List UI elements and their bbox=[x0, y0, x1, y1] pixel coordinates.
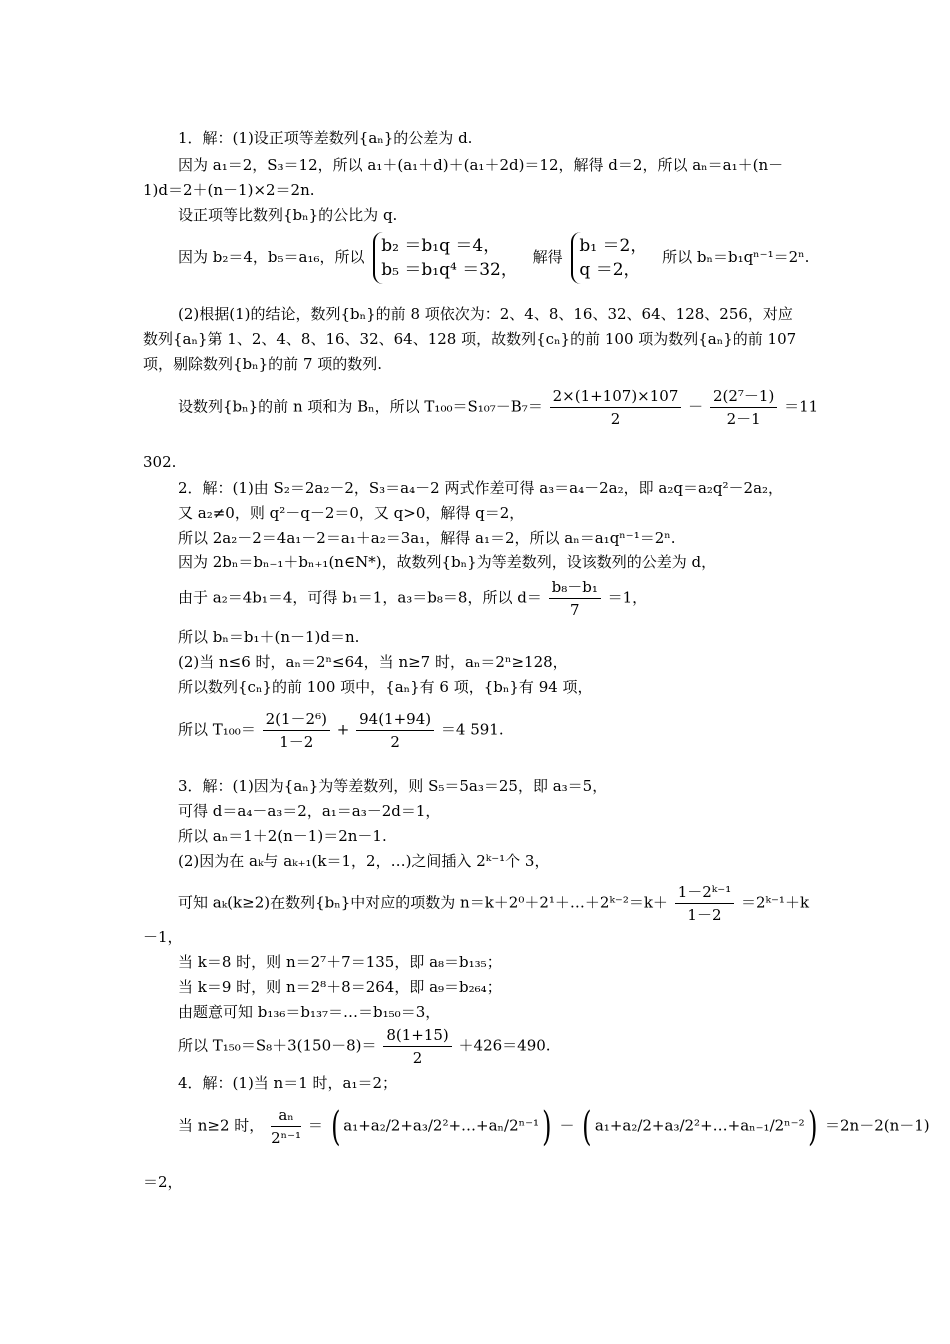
equation-system bbox=[373, 232, 524, 284]
text-line: 当 k＝8 时，则 n＝2⁷＋7＝135，即 a₈＝b₁₃₅； bbox=[178, 953, 502, 971]
denominator: 1－2 bbox=[279, 733, 314, 751]
denominator: 2－1 bbox=[726, 410, 761, 428]
denominator: 2 bbox=[610, 410, 621, 428]
operator: + bbox=[336, 720, 350, 739]
fraction bbox=[271, 1104, 301, 1149]
text-line: 所以 bₙ＝b₁＋(n－1)d＝n. bbox=[178, 628, 360, 646]
denominator: 2 bbox=[412, 1049, 423, 1067]
fraction bbox=[383, 1024, 451, 1069]
text-line: 由题意可知 b₁₃₆＝b₁₃₇＝…＝b₁₅₀＝3， bbox=[178, 1003, 441, 1021]
text-line: 1)d＝2＋(n－1)×2＝2n. bbox=[143, 181, 315, 199]
text-segment: ＝2n－2(n－1) bbox=[824, 1116, 930, 1135]
problem-4-heading: 4．解：(1)当 n＝1 时，a₁＝2； bbox=[178, 1074, 398, 1092]
text-line: 所以数列{cₙ}的前 100 项中，{aₙ}有 6 项，{bₙ}有 94 项， bbox=[178, 678, 593, 696]
text-line: 设正项等比数列{bₙ}的公比为 q. bbox=[178, 206, 398, 224]
formula-line bbox=[178, 881, 809, 926]
text-segment: 可知 aₖ(k≥2)在数列{bₙ}中对应的项数为 n＝k＋2⁰＋2¹＋…＋2ᵏ⁻²＝k＋ bbox=[178, 893, 668, 912]
text-line: 302. bbox=[143, 453, 177, 471]
text-segment: ＋426＝490. bbox=[458, 1036, 551, 1055]
text-segment: 所以 T₁₀₀＝ bbox=[178, 720, 256, 739]
system-equation: b₅ ＝b₁q⁴ ＝32， bbox=[381, 260, 518, 280]
right-paren: ) bbox=[807, 1103, 818, 1150]
text-line: 因为 2bₙ＝bₙ₋₁＋bₙ₊₁(n∈N*)，故数列{bₙ}为等差数列，设该数列的公差为 d， bbox=[178, 553, 717, 571]
text-line: 所以 2a₂－2＝4a₁－2＝a₁＋a₂＝3a₁，解得 a₁＝2，所以 aₙ＝a₁qⁿ⁻¹＝2ⁿ. bbox=[178, 529, 676, 547]
numerator: aₙ bbox=[271, 1104, 301, 1127]
formula-line bbox=[178, 1024, 551, 1069]
system-equation: b₂ ＝b₁q ＝4， bbox=[381, 236, 501, 256]
text-segment: ＝11 bbox=[784, 397, 819, 416]
operator: ＝ bbox=[307, 1116, 323, 1135]
text-segment: 由于 a₂＝4b₁＝4，可得 b₁＝1，a₃＝b₈＝8，所以 d＝ bbox=[178, 588, 542, 607]
system-equation: q ＝2， bbox=[579, 260, 641, 280]
text-line: 项，剔除数列{bₙ}的前 7 项的数列. bbox=[143, 355, 383, 373]
sum-group: a₁+a₂/2+a₃/2²+…+aₙ₋₁/2ⁿ⁻² bbox=[594, 1116, 805, 1135]
numerator: 2×(1+107)×107 bbox=[550, 385, 682, 408]
denominator: 7 bbox=[569, 601, 580, 619]
problem-3-heading: 3．解：(1)因为{aₙ}为等差数列，则 S₅＝5a₃＝25，即 a₃＝5， bbox=[178, 777, 608, 795]
text-line: 又 a₂≠0，则 q²－q－2＝0，又 q>0，解得 q＝2， bbox=[178, 504, 525, 522]
numerator: 2(1－2⁶) bbox=[263, 708, 330, 731]
fraction bbox=[356, 708, 434, 753]
numerator: 2(2⁷－1) bbox=[710, 385, 777, 408]
fraction bbox=[263, 708, 330, 753]
right-paren: ) bbox=[542, 1103, 552, 1150]
numerator: b₈－b₁ bbox=[549, 576, 601, 599]
fraction bbox=[550, 385, 682, 430]
fraction bbox=[549, 576, 601, 621]
numerator: 1－2ᵏ⁻¹ bbox=[675, 881, 735, 904]
text-segment: 设数列{bₙ}的前 n 项和为 Bₙ，所以 T₁₀₀＝S₁₀₇－B₇＝ bbox=[178, 397, 543, 416]
text-line: 可得 d＝a₄－a₃＝2，a₁＝a₃－2d＝1， bbox=[178, 802, 441, 820]
formula-line bbox=[178, 708, 504, 753]
text-line: 当 k＝9 时，则 n＝2⁸＋8＝264，即 a₉＝b₂₆₄； bbox=[178, 978, 502, 996]
numerator: 94(1+94) bbox=[356, 708, 434, 731]
text-line: ＝2， bbox=[143, 1173, 183, 1191]
operator: － bbox=[688, 397, 704, 416]
operator: － bbox=[559, 1116, 575, 1135]
text-segment: 因为 b₂＝4，b₅＝a₁₆，所以 bbox=[178, 248, 365, 266]
text-segment: ＝2ᵏ⁻¹＋k bbox=[741, 893, 810, 912]
text-line: －1， bbox=[143, 928, 183, 946]
text-line: 所以 aₙ＝1＋2(n－1)＝2n－1. bbox=[178, 827, 387, 845]
text-line: (2)根据(1)的结论，数列{bₙ}的前 8 项依次为：2、4、8、16、32、64、128、256，对应 bbox=[178, 305, 793, 323]
fraction bbox=[710, 385, 777, 430]
denominator: 1－2 bbox=[687, 906, 722, 924]
fraction bbox=[675, 881, 735, 926]
text-line: (2)当 n≤6 时，aₙ＝2ⁿ≤64，当 n≥7 时，aₙ＝2ⁿ≥128， bbox=[178, 653, 568, 671]
equation-system-line bbox=[178, 232, 809, 284]
denominator: 2 bbox=[390, 733, 400, 751]
formula-line bbox=[178, 576, 647, 621]
problem-2-heading: 2．解：(1)由 S₂＝2a₂－2，S₃＝a₄－2 两式作差可得 a₃＝a₄－2a₂，即 a₂q＝a₂q²－2a₂， bbox=[178, 479, 784, 497]
system-equation: b₁ ＝2， bbox=[579, 236, 648, 256]
formula-line bbox=[178, 1104, 930, 1149]
equation-system bbox=[571, 232, 653, 284]
problem-1-heading: 1．解：(1)设正项等差数列{aₙ}的公差为 d. bbox=[178, 129, 473, 147]
denominator: 2ⁿ⁻¹ bbox=[271, 1129, 302, 1147]
text-line: (2)因为在 aₖ与 aₖ₊₁(k＝1，2，…)之间插入 2ᵏ⁻¹个 3， bbox=[178, 852, 550, 870]
left-paren: ( bbox=[582, 1103, 592, 1150]
text-segment: 所以 bₙ＝b₁qⁿ⁻¹＝2ⁿ. bbox=[662, 248, 810, 266]
formula-line bbox=[178, 385, 818, 430]
sum-group: a₁+a₂/2+a₃/2²+…+aₙ/2ⁿ⁻¹ bbox=[343, 1116, 540, 1135]
text-segment: ＝4 591. bbox=[440, 720, 504, 739]
text-segment: 解得 bbox=[532, 248, 563, 266]
text-segment: 所以 T₁₅₀＝S₈＋3(150－8)＝ bbox=[178, 1036, 377, 1055]
text-line: 因为 a₁＝2，S₃＝12，所以 a₁＋(a₁＋d)＋(a₁＋2d)＝12，解得 d＝2，所以 aₙ＝a₁＋(n－ bbox=[178, 156, 784, 174]
text-line: 数列{aₙ}第 1、2、4、8、16、32、64、128 项，故数列{cₙ}的前 100 项为数列{aₙ}的前 107 bbox=[143, 330, 797, 348]
text-segment: ＝1， bbox=[607, 588, 648, 607]
numerator: 8(1+15) bbox=[383, 1024, 451, 1047]
left-paren: ( bbox=[330, 1103, 341, 1150]
text-segment: 当 n≥2 时， bbox=[178, 1116, 265, 1135]
